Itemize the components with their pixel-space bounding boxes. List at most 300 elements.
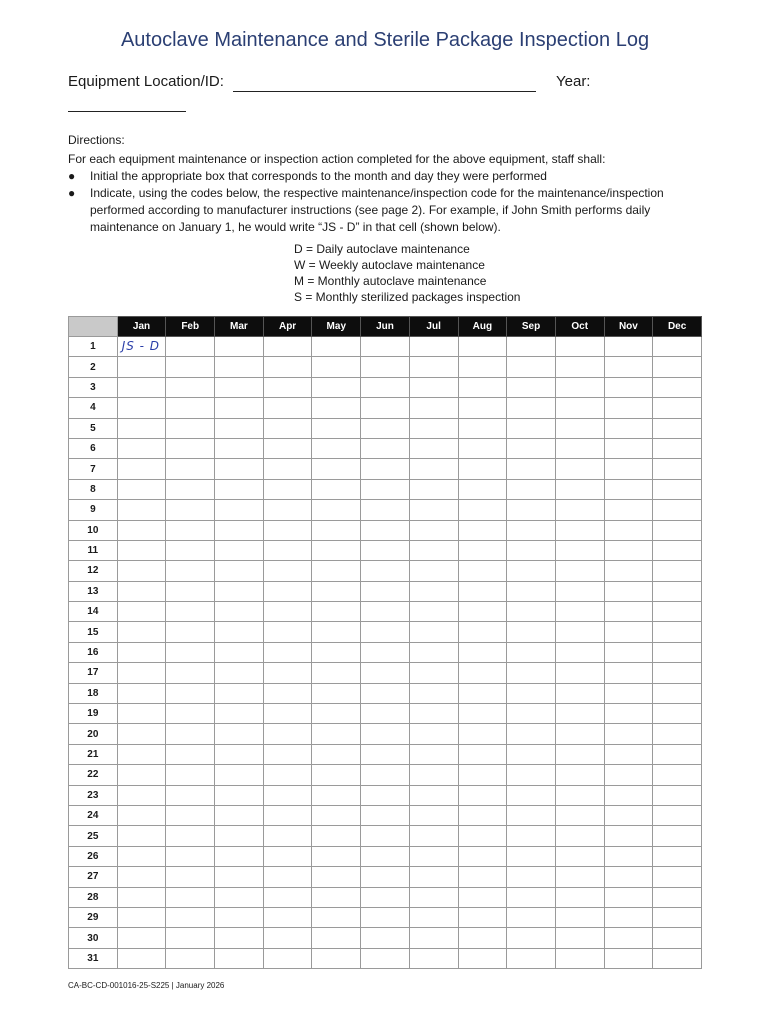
log-cell[interactable] bbox=[555, 867, 604, 887]
log-cell[interactable] bbox=[361, 540, 410, 560]
log-cell[interactable] bbox=[555, 744, 604, 764]
log-cell[interactable] bbox=[361, 459, 410, 479]
log-cell[interactable] bbox=[166, 663, 215, 683]
log-cell[interactable] bbox=[117, 438, 166, 458]
log-cell[interactable] bbox=[312, 683, 361, 703]
log-cell[interactable] bbox=[263, 357, 312, 377]
log-cell[interactable] bbox=[604, 642, 653, 662]
log-cell[interactable] bbox=[117, 928, 166, 948]
log-cell[interactable] bbox=[409, 581, 458, 601]
log-cell[interactable] bbox=[604, 887, 653, 907]
log-cell[interactable] bbox=[263, 928, 312, 948]
log-cell[interactable] bbox=[653, 479, 702, 499]
log-cell[interactable] bbox=[263, 826, 312, 846]
log-cell[interactable] bbox=[409, 500, 458, 520]
log-cell[interactable] bbox=[117, 377, 166, 397]
log-cell[interactable] bbox=[361, 602, 410, 622]
log-cell[interactable] bbox=[653, 418, 702, 438]
log-cell[interactable] bbox=[215, 377, 264, 397]
log-cell[interactable] bbox=[507, 459, 556, 479]
log-cell[interactable] bbox=[653, 357, 702, 377]
log-cell[interactable] bbox=[117, 724, 166, 744]
log-cell[interactable] bbox=[653, 642, 702, 662]
log-cell[interactable] bbox=[117, 642, 166, 662]
log-cell[interactable] bbox=[507, 928, 556, 948]
log-cell[interactable] bbox=[409, 540, 458, 560]
log-cell[interactable] bbox=[215, 683, 264, 703]
log-cell[interactable] bbox=[117, 765, 166, 785]
log-cell[interactable] bbox=[215, 805, 264, 825]
log-cell[interactable] bbox=[458, 846, 507, 866]
log-cell[interactable] bbox=[653, 561, 702, 581]
log-cell[interactable] bbox=[458, 928, 507, 948]
log-cell[interactable] bbox=[653, 948, 702, 968]
log-cell[interactable] bbox=[312, 357, 361, 377]
log-cell[interactable] bbox=[507, 561, 556, 581]
log-cell[interactable] bbox=[215, 785, 264, 805]
log-cell[interactable] bbox=[604, 520, 653, 540]
log-cell[interactable] bbox=[507, 704, 556, 724]
log-cell[interactable] bbox=[653, 438, 702, 458]
log-cell[interactable] bbox=[507, 479, 556, 499]
log-cell[interactable] bbox=[604, 602, 653, 622]
log-cell[interactable] bbox=[117, 683, 166, 703]
log-cell[interactable] bbox=[312, 602, 361, 622]
log-cell[interactable] bbox=[263, 642, 312, 662]
log-cell[interactable] bbox=[166, 479, 215, 499]
log-cell[interactable] bbox=[312, 867, 361, 887]
log-cell[interactable] bbox=[604, 744, 653, 764]
log-cell[interactable] bbox=[653, 459, 702, 479]
log-cell[interactable] bbox=[555, 377, 604, 397]
log-cell[interactable] bbox=[507, 805, 556, 825]
log-cell[interactable] bbox=[117, 337, 166, 357]
log-cell[interactable] bbox=[653, 581, 702, 601]
log-cell[interactable] bbox=[215, 479, 264, 499]
log-cell[interactable] bbox=[166, 398, 215, 418]
log-cell[interactable] bbox=[604, 581, 653, 601]
log-cell[interactable] bbox=[117, 907, 166, 927]
log-cell[interactable] bbox=[555, 846, 604, 866]
log-cell[interactable] bbox=[312, 785, 361, 805]
log-cell[interactable] bbox=[361, 704, 410, 724]
log-cell[interactable] bbox=[312, 826, 361, 846]
log-cell[interactable] bbox=[312, 765, 361, 785]
log-cell[interactable] bbox=[409, 459, 458, 479]
log-cell[interactable] bbox=[215, 520, 264, 540]
log-cell[interactable] bbox=[312, 540, 361, 560]
log-cell[interactable] bbox=[263, 683, 312, 703]
log-cell[interactable] bbox=[604, 785, 653, 805]
log-cell[interactable] bbox=[458, 561, 507, 581]
log-cell[interactable] bbox=[604, 765, 653, 785]
log-cell[interactable] bbox=[117, 887, 166, 907]
log-cell[interactable] bbox=[117, 805, 166, 825]
log-cell[interactable] bbox=[653, 867, 702, 887]
log-cell[interactable] bbox=[166, 907, 215, 927]
log-cell[interactable] bbox=[263, 785, 312, 805]
log-cell[interactable] bbox=[263, 744, 312, 764]
log-cell[interactable] bbox=[653, 540, 702, 560]
log-cell[interactable] bbox=[409, 948, 458, 968]
log-cell[interactable] bbox=[215, 622, 264, 642]
log-cell[interactable] bbox=[409, 683, 458, 703]
log-cell[interactable] bbox=[263, 438, 312, 458]
log-cell[interactable] bbox=[604, 928, 653, 948]
log-cell[interactable] bbox=[166, 602, 215, 622]
log-cell[interactable] bbox=[555, 418, 604, 438]
log-cell[interactable] bbox=[312, 887, 361, 907]
log-cell[interactable] bbox=[555, 459, 604, 479]
log-cell[interactable] bbox=[604, 337, 653, 357]
log-cell[interactable] bbox=[458, 765, 507, 785]
log-cell[interactable] bbox=[312, 704, 361, 724]
log-cell[interactable] bbox=[507, 377, 556, 397]
log-cell[interactable] bbox=[458, 805, 507, 825]
log-cell[interactable] bbox=[604, 357, 653, 377]
log-cell[interactable] bbox=[361, 744, 410, 764]
log-cell[interactable] bbox=[458, 581, 507, 601]
log-cell[interactable] bbox=[117, 785, 166, 805]
log-cell[interactable] bbox=[263, 622, 312, 642]
log-cell[interactable] bbox=[409, 357, 458, 377]
log-cell[interactable] bbox=[604, 907, 653, 927]
log-cell[interactable] bbox=[555, 479, 604, 499]
log-cell[interactable] bbox=[117, 500, 166, 520]
log-cell[interactable] bbox=[361, 418, 410, 438]
log-cell[interactable] bbox=[166, 887, 215, 907]
log-cell[interactable] bbox=[166, 377, 215, 397]
log-cell[interactable] bbox=[458, 398, 507, 418]
log-cell[interactable] bbox=[361, 377, 410, 397]
log-cell[interactable] bbox=[409, 642, 458, 662]
log-cell[interactable] bbox=[604, 377, 653, 397]
log-cell[interactable] bbox=[458, 520, 507, 540]
log-cell[interactable] bbox=[117, 418, 166, 438]
log-cell[interactable] bbox=[604, 867, 653, 887]
log-cell[interactable] bbox=[215, 398, 264, 418]
log-cell[interactable] bbox=[458, 337, 507, 357]
log-cell[interactable] bbox=[166, 826, 215, 846]
log-cell[interactable] bbox=[361, 785, 410, 805]
log-cell[interactable] bbox=[458, 500, 507, 520]
log-cell[interactable] bbox=[117, 479, 166, 499]
log-cell[interactable] bbox=[361, 846, 410, 866]
log-cell[interactable] bbox=[117, 520, 166, 540]
year-field[interactable] bbox=[68, 111, 186, 112]
log-cell[interactable] bbox=[215, 948, 264, 968]
log-cell[interactable] bbox=[117, 826, 166, 846]
log-cell[interactable] bbox=[604, 459, 653, 479]
log-cell[interactable] bbox=[653, 622, 702, 642]
log-cell[interactable] bbox=[263, 540, 312, 560]
log-cell[interactable] bbox=[507, 642, 556, 662]
log-cell[interactable] bbox=[507, 724, 556, 744]
log-cell[interactable] bbox=[653, 500, 702, 520]
log-cell[interactable] bbox=[409, 337, 458, 357]
log-cell[interactable] bbox=[409, 520, 458, 540]
log-cell[interactable] bbox=[361, 438, 410, 458]
log-cell[interactable] bbox=[263, 805, 312, 825]
log-cell[interactable] bbox=[263, 459, 312, 479]
log-cell[interactable] bbox=[507, 867, 556, 887]
log-cell[interactable] bbox=[458, 663, 507, 683]
log-cell[interactable] bbox=[555, 438, 604, 458]
log-cell[interactable] bbox=[117, 948, 166, 968]
log-cell[interactable] bbox=[312, 642, 361, 662]
log-cell[interactable] bbox=[604, 479, 653, 499]
log-cell[interactable] bbox=[458, 377, 507, 397]
log-cell[interactable] bbox=[458, 418, 507, 438]
log-cell[interactable] bbox=[215, 581, 264, 601]
log-cell[interactable] bbox=[507, 663, 556, 683]
log-cell[interactable] bbox=[117, 561, 166, 581]
log-cell[interactable] bbox=[215, 418, 264, 438]
log-cell[interactable] bbox=[409, 928, 458, 948]
log-cell[interactable] bbox=[312, 500, 361, 520]
log-cell[interactable] bbox=[312, 581, 361, 601]
log-cell[interactable] bbox=[312, 663, 361, 683]
log-cell[interactable] bbox=[458, 948, 507, 968]
log-cell[interactable] bbox=[263, 418, 312, 438]
log-cell[interactable] bbox=[507, 887, 556, 907]
log-cell[interactable] bbox=[507, 540, 556, 560]
log-cell[interactable] bbox=[215, 724, 264, 744]
log-cell[interactable] bbox=[555, 663, 604, 683]
log-cell[interactable] bbox=[166, 805, 215, 825]
log-cell[interactable] bbox=[409, 765, 458, 785]
log-cell[interactable] bbox=[653, 846, 702, 866]
log-cell[interactable] bbox=[458, 785, 507, 805]
log-cell[interactable] bbox=[361, 907, 410, 927]
log-cell[interactable] bbox=[166, 928, 215, 948]
log-cell[interactable] bbox=[361, 928, 410, 948]
log-cell[interactable] bbox=[312, 744, 361, 764]
log-cell[interactable] bbox=[458, 357, 507, 377]
log-cell[interactable] bbox=[409, 724, 458, 744]
log-cell[interactable] bbox=[409, 744, 458, 764]
log-cell[interactable] bbox=[361, 826, 410, 846]
log-cell[interactable] bbox=[409, 867, 458, 887]
log-cell[interactable] bbox=[653, 826, 702, 846]
log-cell[interactable] bbox=[653, 520, 702, 540]
log-cell[interactable] bbox=[507, 500, 556, 520]
log-cell[interactable] bbox=[409, 377, 458, 397]
log-cell[interactable] bbox=[166, 867, 215, 887]
log-cell[interactable] bbox=[215, 704, 264, 724]
log-cell[interactable] bbox=[555, 683, 604, 703]
log-cell[interactable] bbox=[117, 846, 166, 866]
log-cell[interactable] bbox=[263, 337, 312, 357]
log-cell[interactable] bbox=[604, 622, 653, 642]
log-cell[interactable] bbox=[555, 928, 604, 948]
log-cell[interactable] bbox=[409, 907, 458, 927]
log-cell[interactable] bbox=[653, 744, 702, 764]
log-cell[interactable] bbox=[263, 520, 312, 540]
log-cell[interactable] bbox=[604, 540, 653, 560]
log-cell[interactable] bbox=[409, 663, 458, 683]
log-cell[interactable] bbox=[409, 805, 458, 825]
log-cell[interactable] bbox=[409, 887, 458, 907]
log-cell[interactable] bbox=[653, 377, 702, 397]
log-cell[interactable] bbox=[312, 418, 361, 438]
log-cell[interactable] bbox=[458, 744, 507, 764]
log-cell[interactable] bbox=[312, 438, 361, 458]
log-cell[interactable] bbox=[555, 907, 604, 927]
log-cell[interactable] bbox=[361, 337, 410, 357]
log-cell[interactable] bbox=[215, 846, 264, 866]
log-cell[interactable] bbox=[604, 704, 653, 724]
log-cell[interactable] bbox=[458, 479, 507, 499]
log-cell[interactable] bbox=[166, 357, 215, 377]
log-cell[interactable] bbox=[361, 398, 410, 418]
log-cell[interactable] bbox=[604, 398, 653, 418]
log-cell[interactable] bbox=[507, 581, 556, 601]
log-cell[interactable] bbox=[361, 663, 410, 683]
log-cell[interactable] bbox=[555, 398, 604, 418]
log-cell[interactable] bbox=[166, 846, 215, 866]
log-cell[interactable] bbox=[604, 663, 653, 683]
log-cell[interactable] bbox=[361, 561, 410, 581]
log-cell[interactable] bbox=[263, 867, 312, 887]
log-cell[interactable] bbox=[215, 928, 264, 948]
log-cell[interactable] bbox=[409, 785, 458, 805]
log-cell[interactable] bbox=[555, 765, 604, 785]
log-cell[interactable] bbox=[555, 357, 604, 377]
log-cell[interactable] bbox=[653, 805, 702, 825]
log-cell[interactable] bbox=[166, 459, 215, 479]
log-cell[interactable] bbox=[458, 907, 507, 927]
log-cell[interactable] bbox=[604, 826, 653, 846]
log-cell[interactable] bbox=[263, 581, 312, 601]
log-cell[interactable] bbox=[555, 805, 604, 825]
log-cell[interactable] bbox=[653, 928, 702, 948]
log-cell[interactable] bbox=[409, 561, 458, 581]
log-cell[interactable] bbox=[361, 765, 410, 785]
log-cell[interactable] bbox=[166, 622, 215, 642]
log-cell[interactable] bbox=[312, 337, 361, 357]
log-cell[interactable] bbox=[263, 907, 312, 927]
log-cell[interactable] bbox=[361, 887, 410, 907]
log-cell[interactable] bbox=[555, 704, 604, 724]
log-cell[interactable] bbox=[361, 642, 410, 662]
log-cell[interactable] bbox=[653, 602, 702, 622]
log-cell[interactable] bbox=[166, 724, 215, 744]
log-cell[interactable] bbox=[458, 887, 507, 907]
log-cell[interactable] bbox=[604, 418, 653, 438]
log-cell[interactable] bbox=[166, 642, 215, 662]
log-cell[interactable] bbox=[215, 337, 264, 357]
log-cell[interactable] bbox=[166, 785, 215, 805]
log-cell[interactable] bbox=[409, 602, 458, 622]
log-cell[interactable] bbox=[555, 826, 604, 846]
log-cell[interactable] bbox=[166, 561, 215, 581]
log-cell[interactable] bbox=[507, 907, 556, 927]
log-cell[interactable] bbox=[215, 663, 264, 683]
log-cell[interactable] bbox=[458, 724, 507, 744]
log-cell[interactable] bbox=[215, 561, 264, 581]
log-cell[interactable] bbox=[117, 867, 166, 887]
log-cell[interactable] bbox=[507, 357, 556, 377]
log-cell[interactable] bbox=[604, 805, 653, 825]
log-cell[interactable] bbox=[507, 337, 556, 357]
log-cell[interactable] bbox=[117, 622, 166, 642]
log-cell[interactable] bbox=[458, 622, 507, 642]
log-cell[interactable] bbox=[215, 438, 264, 458]
log-cell[interactable] bbox=[604, 724, 653, 744]
log-cell[interactable] bbox=[166, 520, 215, 540]
log-cell[interactable] bbox=[312, 928, 361, 948]
log-cell[interactable] bbox=[604, 846, 653, 866]
log-cell[interactable] bbox=[507, 765, 556, 785]
log-cell[interactable] bbox=[312, 459, 361, 479]
log-cell[interactable] bbox=[263, 663, 312, 683]
log-cell[interactable] bbox=[507, 785, 556, 805]
log-cell[interactable] bbox=[604, 561, 653, 581]
log-cell[interactable] bbox=[409, 846, 458, 866]
log-cell[interactable] bbox=[117, 398, 166, 418]
log-cell[interactable] bbox=[555, 581, 604, 601]
log-cell[interactable] bbox=[507, 683, 556, 703]
log-cell[interactable] bbox=[263, 724, 312, 744]
log-cell[interactable] bbox=[263, 765, 312, 785]
log-cell[interactable] bbox=[166, 438, 215, 458]
log-cell[interactable] bbox=[117, 744, 166, 764]
log-cell[interactable] bbox=[263, 846, 312, 866]
log-cell[interactable] bbox=[117, 704, 166, 724]
log-cell[interactable] bbox=[215, 459, 264, 479]
log-cell[interactable] bbox=[263, 500, 312, 520]
log-cell[interactable] bbox=[409, 398, 458, 418]
log-cell[interactable] bbox=[215, 744, 264, 764]
log-cell[interactable] bbox=[312, 398, 361, 418]
log-cell[interactable] bbox=[555, 785, 604, 805]
log-cell[interactable] bbox=[215, 357, 264, 377]
log-cell[interactable] bbox=[458, 704, 507, 724]
log-cell[interactable] bbox=[361, 867, 410, 887]
log-cell[interactable] bbox=[263, 948, 312, 968]
log-cell[interactable] bbox=[458, 642, 507, 662]
log-cell[interactable] bbox=[507, 846, 556, 866]
log-cell[interactable] bbox=[361, 479, 410, 499]
log-cell[interactable] bbox=[409, 704, 458, 724]
log-cell[interactable] bbox=[507, 948, 556, 968]
log-cell[interactable] bbox=[312, 561, 361, 581]
log-cell[interactable] bbox=[507, 826, 556, 846]
log-cell[interactable] bbox=[555, 540, 604, 560]
log-cell[interactable] bbox=[166, 704, 215, 724]
log-cell[interactable] bbox=[604, 500, 653, 520]
log-cell[interactable] bbox=[653, 785, 702, 805]
log-cell[interactable] bbox=[361, 581, 410, 601]
log-cell[interactable] bbox=[215, 887, 264, 907]
log-cell[interactable] bbox=[361, 357, 410, 377]
log-cell[interactable] bbox=[312, 805, 361, 825]
log-cell[interactable] bbox=[263, 479, 312, 499]
log-cell[interactable] bbox=[555, 948, 604, 968]
log-cell[interactable] bbox=[555, 887, 604, 907]
log-cell[interactable] bbox=[166, 683, 215, 703]
log-cell[interactable] bbox=[215, 602, 264, 622]
log-cell[interactable] bbox=[215, 867, 264, 887]
log-cell[interactable] bbox=[215, 826, 264, 846]
log-cell[interactable] bbox=[166, 744, 215, 764]
log-cell[interactable] bbox=[117, 602, 166, 622]
log-cell[interactable] bbox=[507, 602, 556, 622]
log-cell[interactable] bbox=[604, 438, 653, 458]
log-cell[interactable] bbox=[361, 805, 410, 825]
log-cell[interactable] bbox=[215, 642, 264, 662]
